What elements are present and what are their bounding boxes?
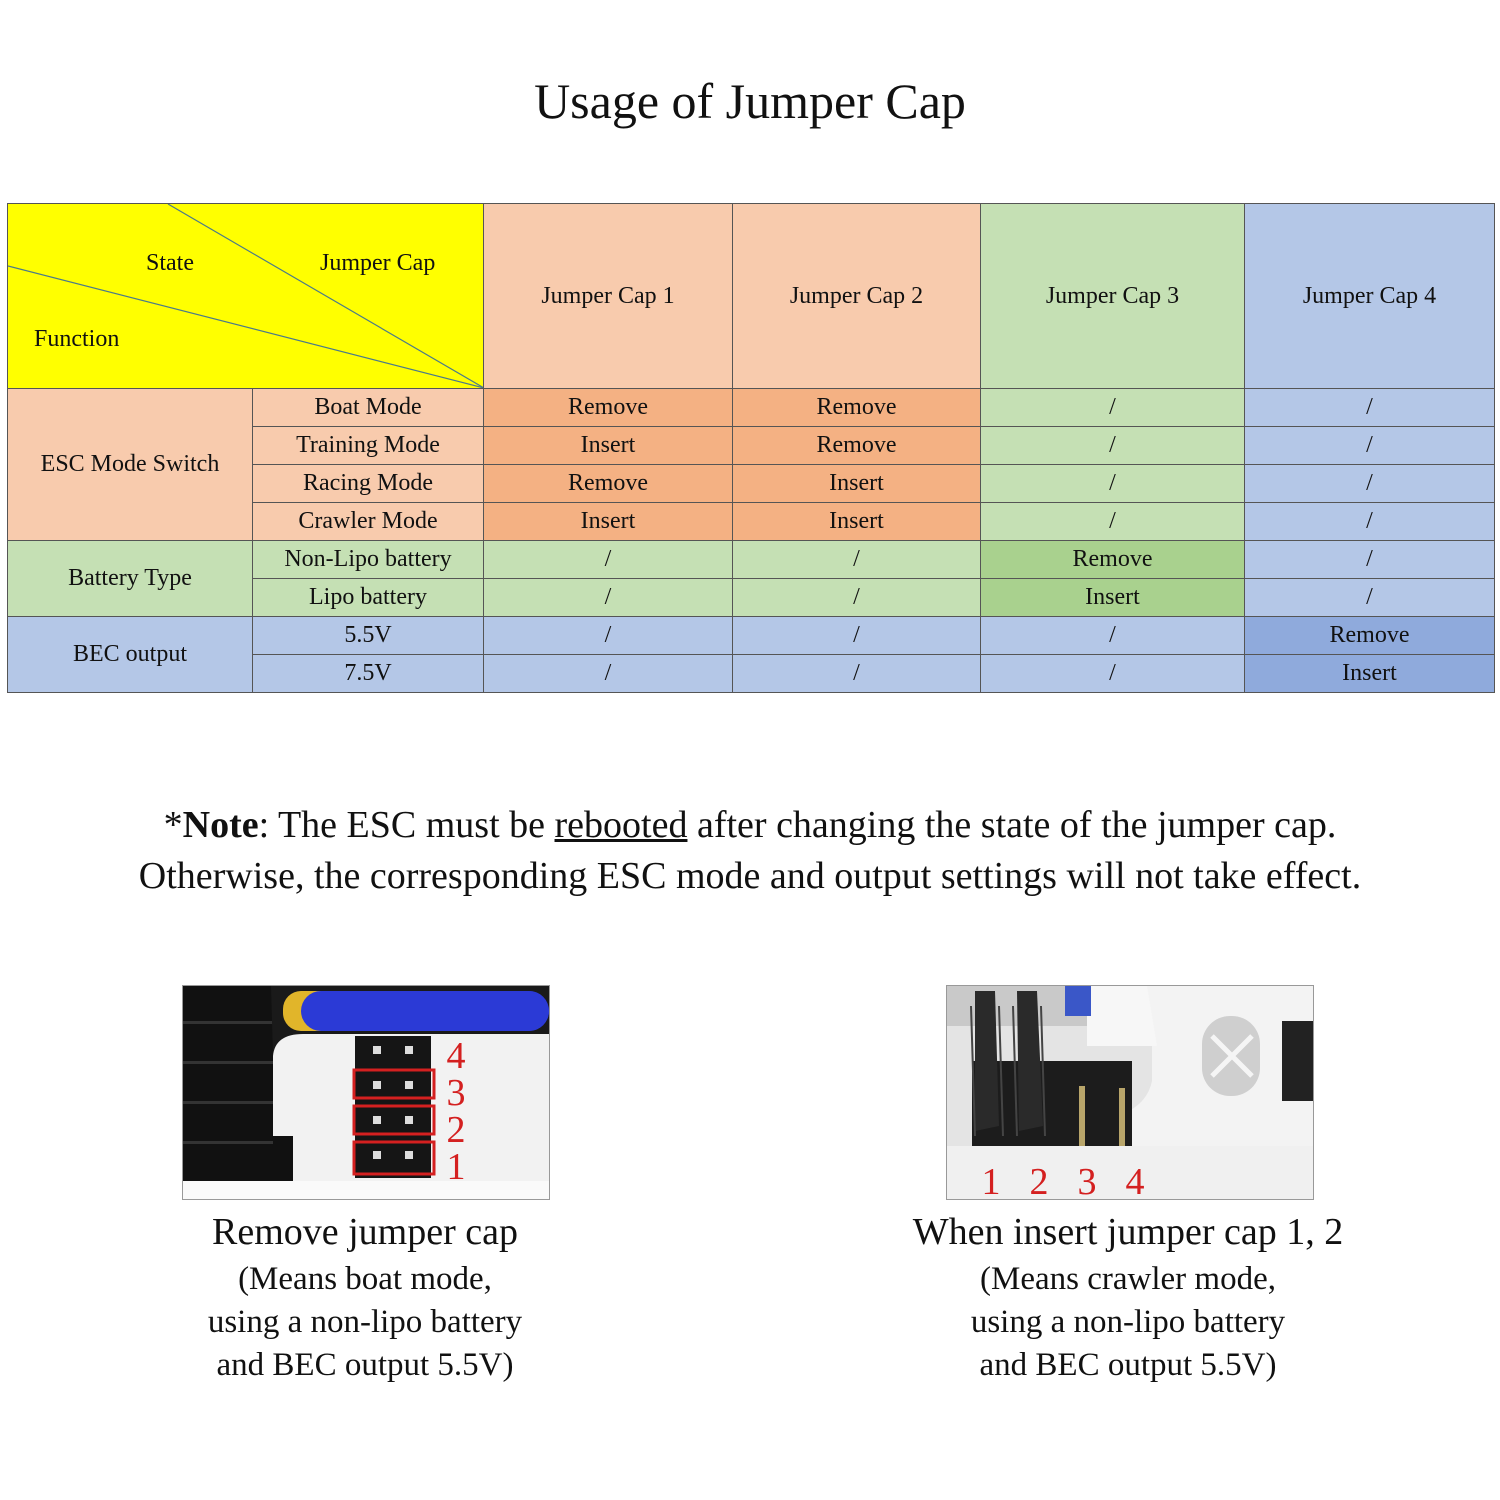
table-cell: / [981,617,1245,655]
table-cell: / [484,617,733,655]
table-cell: / [981,655,1245,693]
table-cell: Insert [733,503,981,541]
table-cell: / [484,655,733,693]
table-cell: Insert [981,579,1245,617]
jumper-cap-table [7,203,1495,693]
table-cell: / [1245,541,1495,579]
note-text: after changing the state of the jumper cap. [687,804,1337,846]
caption-line: using a non-lipo battery [207,1304,523,1340]
reboot-note [0,800,1500,902]
photo-jumper-removed [182,985,550,1200]
table-cell: Insert [484,503,733,541]
note-star: * [163,804,183,846]
caption-line: (Means crawler mode, [980,1261,1276,1297]
mode-label: Crawler Mode [253,503,484,541]
table-cell: Remove [484,465,733,503]
group-label: Battery Type [8,541,253,617]
table-cell: / [484,579,733,617]
pin-number: 4 [446,1035,466,1077]
column-header: Jumper Cap 2 [733,204,981,389]
caption-line: using a non-lipo battery [970,1304,1286,1340]
table-row [8,541,1495,579]
caption-jumper-removed [132,1210,598,1387]
mode-label: Racing Mode [253,465,484,503]
table-cell: / [733,579,981,617]
column-header: Jumper Cap 3 [981,204,1245,389]
table-cell: / [1245,427,1495,465]
table-row [8,389,1495,427]
caption-jumper-inserted [878,1210,1378,1387]
caption-title: Remove jumper cap [211,1211,518,1253]
pin-number: 4 [1125,1161,1145,1200]
table-cell: Remove [733,389,981,427]
pin-number: 3 [446,1072,466,1114]
table-cell: / [733,541,981,579]
table-cell: Remove [733,427,981,465]
pin-number-labels [967,1162,1159,1200]
pin-number: 3 [1077,1161,1097,1200]
column-header: Jumper Cap 1 [484,204,733,389]
table-cell: / [733,655,981,693]
note-bold: Note [182,804,259,846]
photo-jumper-inserted [946,985,1314,1200]
caption-line: and BEC output 5.5V) [979,1347,1277,1383]
pin-number-labels [441,1035,471,1188]
table-corner-header [8,204,484,389]
table-cell: / [981,503,1245,541]
caption-line: and BEC output 5.5V) [216,1347,514,1383]
table-cell: / [1245,503,1495,541]
mode-label: Boat Mode [253,389,484,427]
mode-label: 7.5V [253,655,484,693]
note-text: : The ESC must be [258,804,555,846]
caption-line: (Means boat mode, [238,1261,492,1297]
table-cell: Insert [484,427,733,465]
pin-number: 1 [446,1146,466,1188]
table-cell: Insert [1245,655,1495,693]
corner-function-label: Function [34,326,120,352]
table-cell: / [1245,389,1495,427]
corner-diagonal-lines [8,204,484,388]
pin-number: 1 [981,1161,1001,1200]
group-label: BEC output [8,617,253,693]
note-underlined: rebooted [554,804,688,846]
table-cell: Remove [1245,617,1495,655]
table-cell: / [981,427,1245,465]
mode-label: Non-Lipo battery [253,541,484,579]
mode-label: Lipo battery [253,579,484,617]
column-header: Jumper Cap 4 [1245,204,1495,389]
caption-title: When insert jumper cap 1, 2 [912,1211,1344,1253]
table-cell: / [484,541,733,579]
group-label: ESC Mode Switch [8,389,253,541]
pin-number: 2 [1029,1161,1049,1200]
caption-details [878,1258,1378,1387]
mode-label: Training Mode [253,427,484,465]
header-pins-illustration [183,986,549,1199]
pin-number: 2 [446,1109,466,1151]
caption-details [132,1258,598,1387]
table-cell: / [1245,579,1495,617]
table-cell: / [981,389,1245,427]
table-cell: / [981,465,1245,503]
table-row [8,617,1495,655]
table-cell: Remove [484,389,733,427]
corner-state-label: State [146,250,194,276]
table-cell: Insert [733,465,981,503]
page-title: Usage of Jumper Cap [534,73,966,129]
table-cell: / [733,617,981,655]
table-cell: Remove [981,541,1245,579]
table-cell: / [1245,465,1495,503]
corner-jumper-cap-label: Jumper Cap [320,250,436,276]
note-line-2: Otherwise, the corresponding ESC mode and output settings will not take effect. [138,855,1362,897]
mode-label: 5.5V [253,617,484,655]
note-line-1 [0,800,1500,851]
